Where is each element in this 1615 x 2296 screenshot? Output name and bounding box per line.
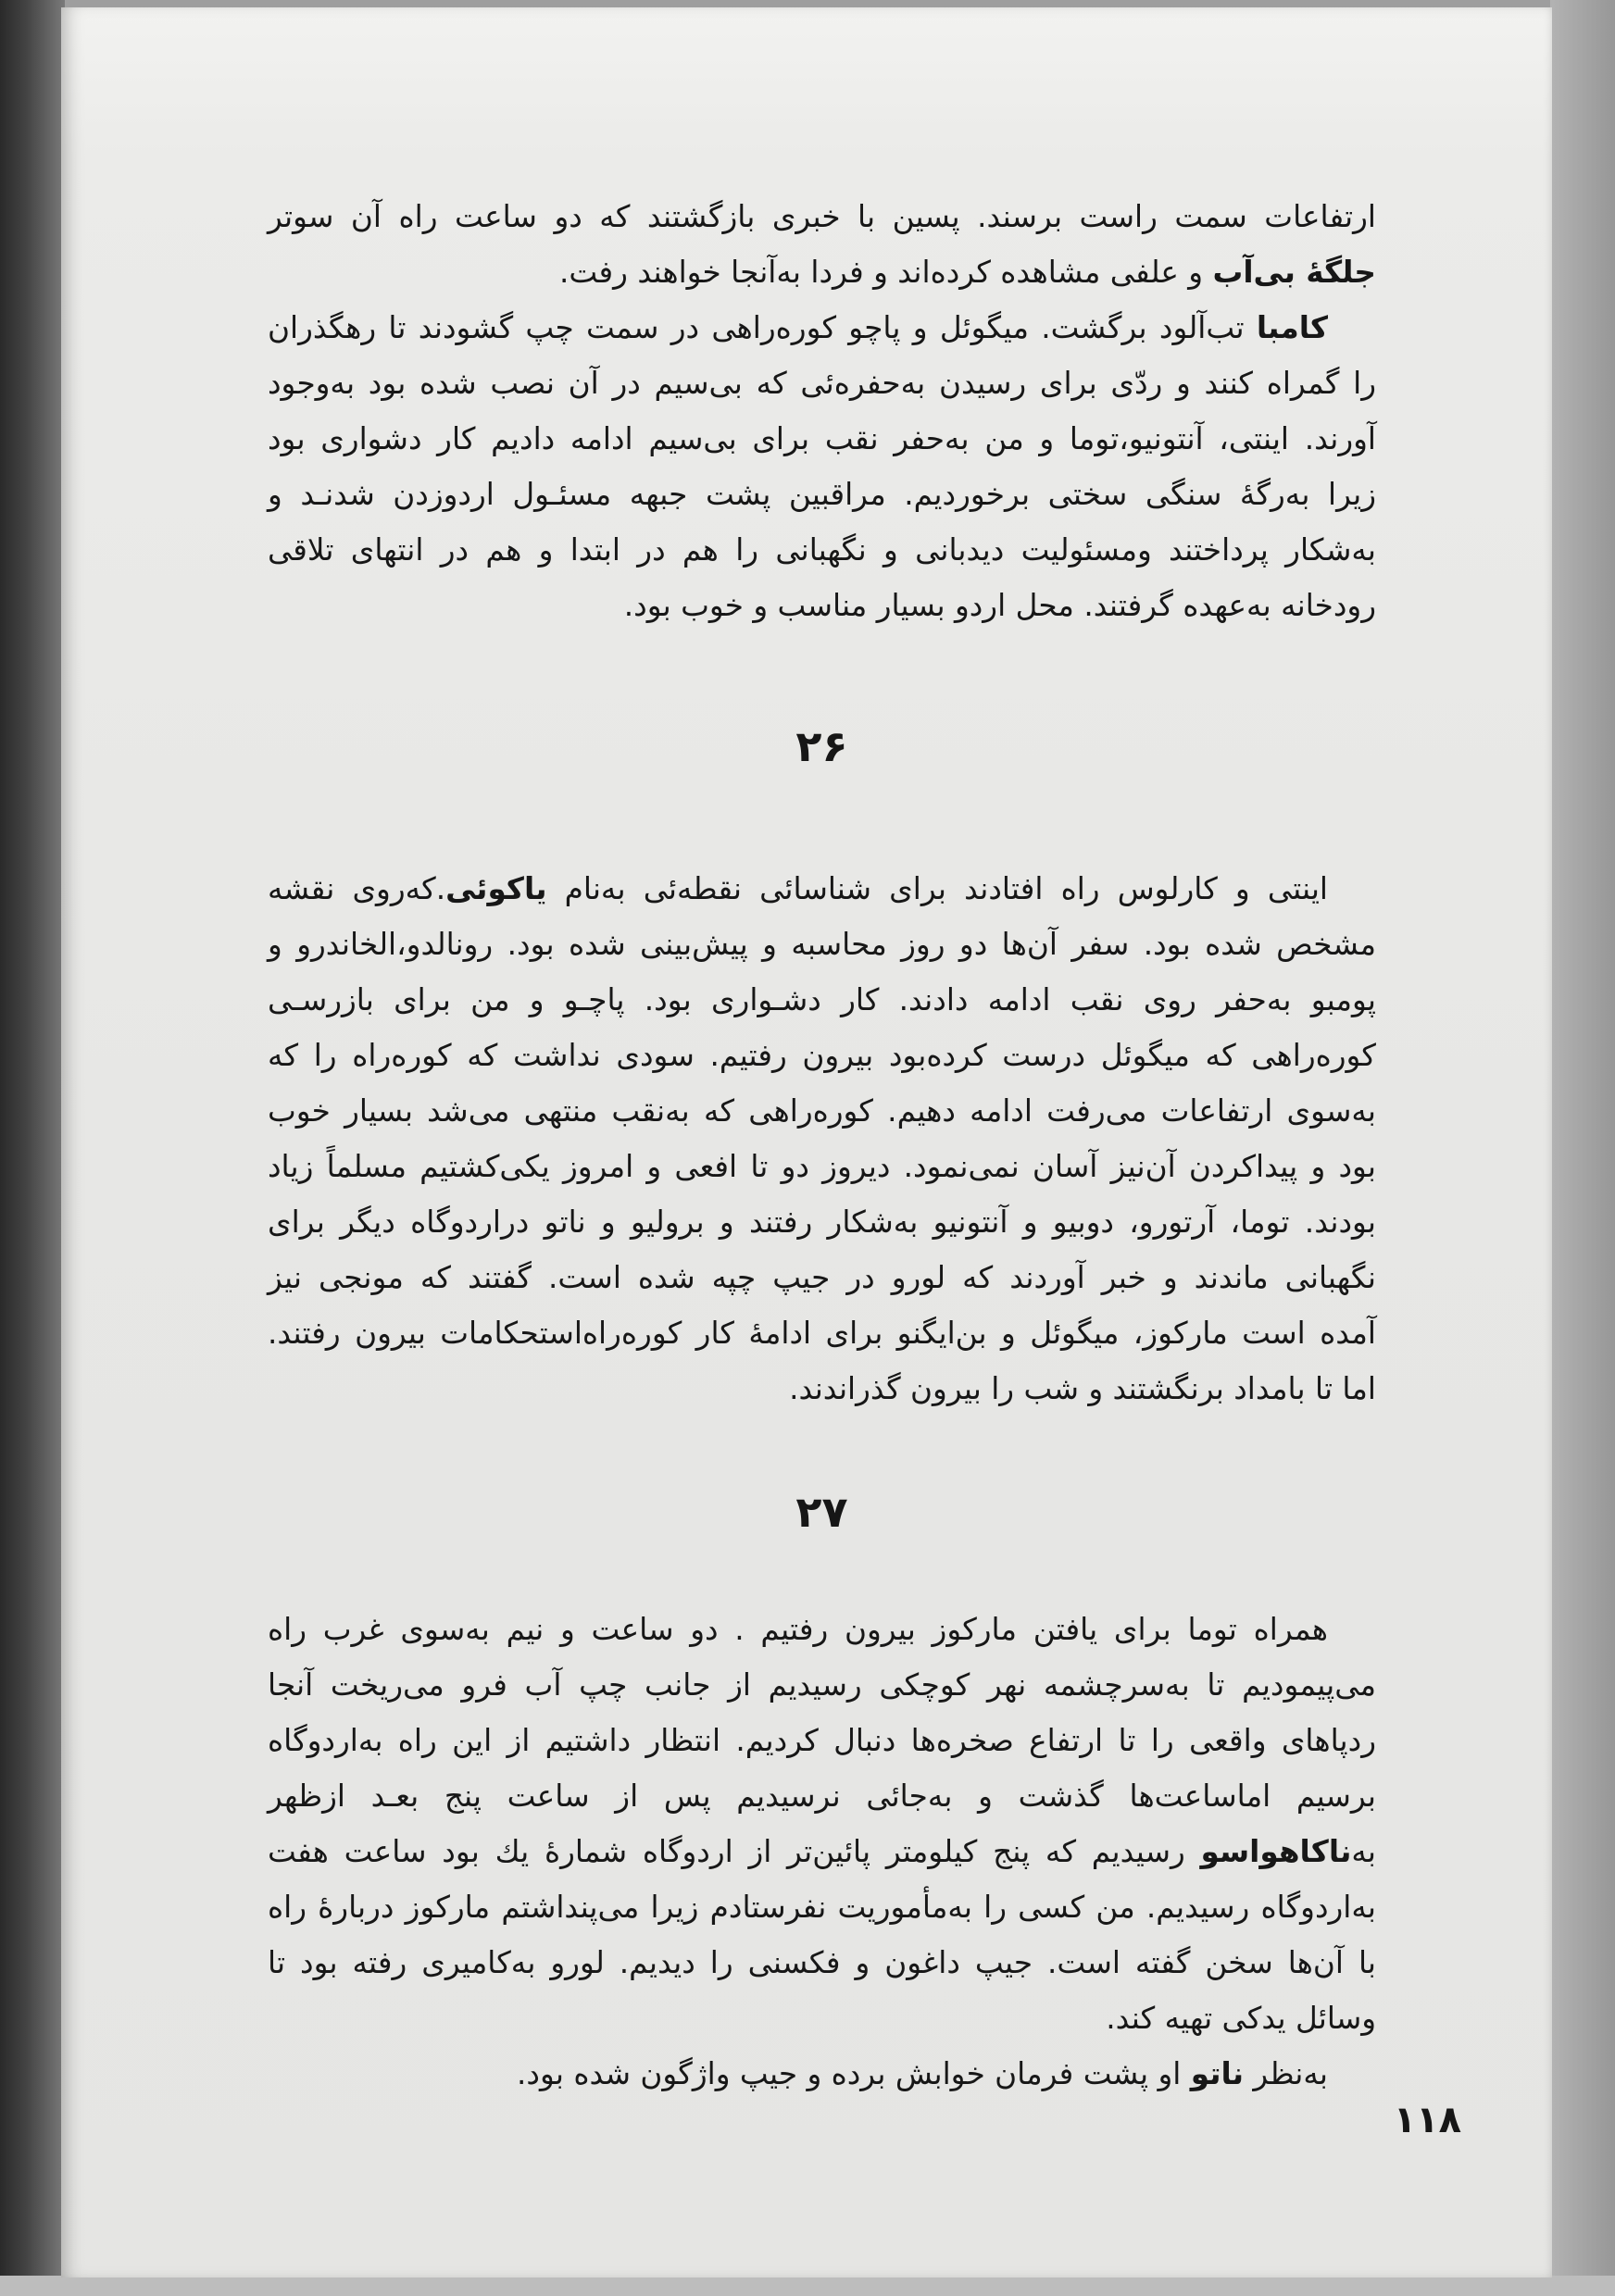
text-line — [268, 1990, 1376, 2046]
line-text: ارتفاعات سمت راست برسند. پسین با خبری بازگشتند که دو ساعت راه آن سوتر — [268, 199, 1376, 234]
line-text: را گمراه کنند و ردّی برای رسیدن به‌حفره‌ئی که بی‌سیم در آن نصب شده بود به‌وجود — [268, 366, 1376, 401]
text-line — [268, 189, 1376, 244]
text-line — [268, 411, 1376, 467]
text-line — [268, 1602, 1376, 1657]
bold-text: ناتو — [1190, 2056, 1245, 2091]
text-line — [268, 1657, 1376, 1713]
line-text: برسیم اماساعت‌ها گذشت و به‌جائی نرسیدیم پس از ساعت پنج بعـد ازظهر — [268, 1778, 1376, 1814]
bold-text: کامبا — [1256, 310, 1328, 345]
text-line — [268, 1305, 1376, 1361]
text-line — [268, 467, 1376, 522]
line-text: کوره‌راهی که میگوئل درست کرده‌بود بیرون رفتیم. سودی نداشت که کوره‌راه را که — [268, 1038, 1376, 1073]
text-line — [268, 1083, 1376, 1139]
line-text: وسائل یدکی تهیه کند. — [1106, 2001, 1376, 2036]
section-number-heading: ۲۶ — [795, 721, 848, 771]
text-line — [268, 356, 1376, 411]
line-text: می‌پیمودیم تا به‌سرچشمه نهر کوچکی رسیدیم از جانب چپ آب فرو می‌ریخت آنجا — [268, 1667, 1376, 1703]
text-line — [268, 2046, 1376, 2102]
line-text: رودخانه به‌عهده گرفتند. محل اردو بسیار مناسب و خوب بود. — [623, 588, 1376, 623]
scan-border-bottom — [0, 2276, 1615, 2296]
paragraph — [268, 189, 1376, 300]
line-text: اینتی و کارلوس راه افتادند برای شناسائی نقطه‌ئی به‌نام — [546, 871, 1328, 906]
line-text: با آن‌ها سخن گفته است. جیپ داغون و فکسنی را دیدیم. لورو به‌کامیری رفته بود تا — [268, 1945, 1376, 1980]
scan-border-right — [1550, 0, 1615, 2296]
line-text: به‌اردوگاه رسیدیم. من کسی را به‌مأموریت نفرستادم زیرا می‌پنداشتم مارکوز دربارهٔ راه — [268, 1890, 1376, 1925]
book-page — [61, 7, 1552, 2277]
text-line — [268, 1768, 1376, 1824]
text-line — [268, 300, 1376, 356]
bold-text: جلگهٔ بی‌آب — [1212, 255, 1376, 290]
text-line — [268, 522, 1376, 578]
text-line — [268, 861, 1376, 917]
text-line — [268, 1139, 1376, 1194]
text-line — [268, 972, 1376, 1028]
line-text: رسیدیم که پنج کیلومتر پائین‌تر از اردوگاه شمارهٔ یك بود ساعت هفت — [268, 1834, 1201, 1869]
line-text: .که‌روی نقشه — [268, 871, 446, 906]
paragraph — [268, 861, 1376, 1416]
line-text: به‌نظر — [1244, 2056, 1328, 2091]
paragraph — [268, 300, 1376, 633]
line-text: اما تا بامداد برنگشتند و شب را بیرون گذراندند. — [789, 1371, 1376, 1406]
line-text: او پشت فرمان خوابش برده و جیپ واژگون شده بود. — [517, 2056, 1191, 2091]
line-text: به‌سوی ارتفاعات می‌رفت ادامه دهیم. کوره‌راهی که به‌نقب منتهی می‌شد بسیار خوب — [268, 1093, 1376, 1129]
line-text: همراه توما برای یافتن مارکوز بیرون رفتیم . دو ساعت و نیم به‌سوی غرب راه — [268, 1612, 1328, 1647]
line-text: آورند. اینتی، آنتونیو،توما و من به‌حفر نقب برای بی‌سیم ادامه دادیم کار دشواری بود — [268, 421, 1376, 456]
text-line — [268, 1361, 1376, 1416]
text-block — [268, 1602, 1376, 2102]
line-text: زیرا به‌رگهٔ سنگی سختی برخوردیم. مراقبین پشت جبهه مسئـول اردوزدن شدنـد و — [268, 477, 1376, 512]
line-text: پومبو به‌حفر روی نقب ادامه دادند. کار دشـواری بود. پاچـو و من برای بازرسـی — [268, 982, 1376, 1017]
text-line — [268, 1713, 1376, 1768]
text-line — [268, 578, 1376, 633]
text-block — [268, 861, 1376, 1416]
text-line — [268, 1028, 1376, 1083]
line-text: ردپاهای واقعی را تا ارتفاع صخره‌ها دنبال کردیم. انتظار داشتیم از این راه به‌اردوگاه — [268, 1723, 1376, 1758]
paragraph — [268, 2046, 1376, 2102]
line-text: آمده است مارکوز، میگوئل و بن‌ایگنو برای ادامهٔ کار کوره‌راه‌استحکامات بیرون رفتند. — [268, 1316, 1376, 1351]
line-text: و علفی مشاهده کرده‌اند و فردا به‌آنجا خواهند رفت. — [559, 255, 1213, 290]
line-text: نگهبانی ماندند و خبر آوردند که لورو در جیپ چپه شده است. گفتند که مونجی نیز — [268, 1260, 1376, 1295]
text-block — [268, 189, 1376, 633]
section-number-heading: ۲۷ — [795, 1487, 848, 1537]
line-text: به‌شکار پرداختند ومسئولیت دیدبانی و نگهبانی را هم در ابتدا و هم در انتهای تلاقی — [268, 532, 1376, 568]
scan-border-left — [0, 0, 65, 2296]
text-line — [268, 1879, 1376, 1935]
line-text: بود و پیداکردن آن‌نیز آسان نمی‌نمود. دیروز دو تا افعی و امروز یکی‌کشتیم مسلماً زیاد — [268, 1149, 1376, 1184]
text-line — [268, 1935, 1376, 1990]
text-line — [268, 244, 1376, 300]
text-line — [268, 1250, 1376, 1305]
bold-text: ناکاهواسو — [1200, 1834, 1352, 1869]
paragraph — [268, 1602, 1376, 2046]
line-text: تب‌آلود برگشت. میگوئل و پاچو کوره‌راهی در سمت چپ گشودند تا رهگذران — [268, 310, 1257, 345]
line-text: بودند. توما، آرتورو، دوبیو و آنتونیو به‌شکار رفتند و برولیو و ناتو دراردوگاه دیگر برای — [268, 1204, 1376, 1240]
bold-text: یاکوئی — [445, 871, 547, 906]
line-text: به‌ — [1351, 1834, 1376, 1869]
text-line — [268, 917, 1376, 972]
page-number: ۱۱۸ — [1393, 2099, 1461, 2141]
line-text: مشخص شده بود. سفر آن‌ها دو روز محاسبه و پیش‌بینی شده بود. رونالدو،الخاندرو و — [268, 927, 1376, 962]
text-line — [268, 1194, 1376, 1250]
text-line — [268, 1824, 1376, 1879]
